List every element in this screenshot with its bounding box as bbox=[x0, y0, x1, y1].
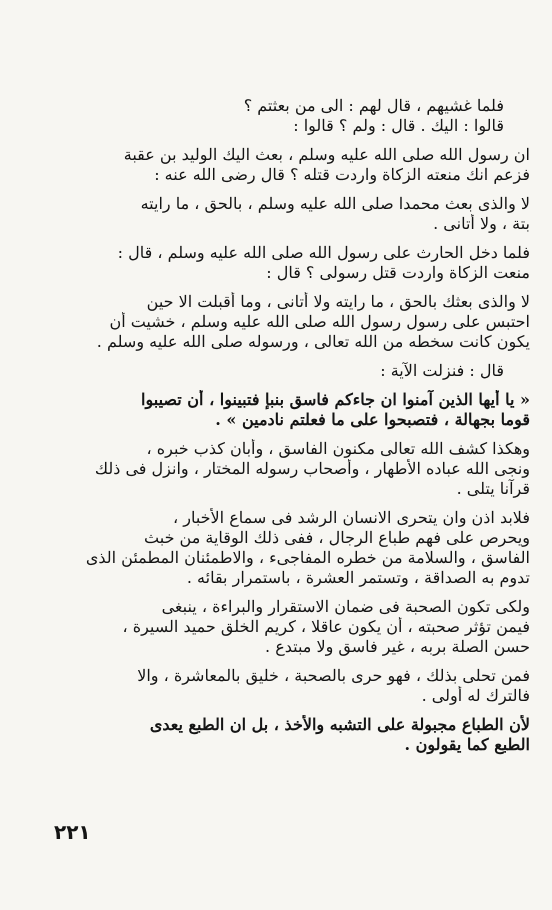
text-line: ان رسول الله صلى الله عليه وسلم ، بعث اليك الوليد بن عقبة bbox=[123, 145, 530, 164]
text-line: لا والذى بعثك بالحق ، ما رايته ولا أتانى ، وما أقبلت الا حين bbox=[146, 292, 530, 311]
text-line: فلابد اذن وان يتحرى الانسان الرشد فى سماع الأخبار ، bbox=[172, 508, 530, 527]
text-line: الطبع كما يقولون . bbox=[404, 735, 530, 754]
text-line: ونجى الله عباده الأطهار ، وأصحاب رسوله المختار ، وانزل فى ذلك bbox=[94, 459, 530, 478]
text-line: فالترك له أولى . bbox=[421, 686, 530, 705]
text-line: بتة ، ولا أتانى . bbox=[433, 214, 530, 233]
text-line: قوما بجهالة ، فتصبحوا على ما فعلتم نادمين » . bbox=[215, 410, 530, 429]
page-number: ٢٢١ bbox=[54, 820, 91, 844]
text-line: ويحرص على فهم طباع الرجال ، ففى ذلك الوقاية من خبث bbox=[144, 528, 530, 547]
text-line: قالوا : اليك . قال : ولم ؟ قالوا : bbox=[293, 116, 504, 135]
paragraph bbox=[30, 508, 530, 588]
paragraph bbox=[30, 439, 530, 499]
paragraph bbox=[30, 666, 530, 706]
text-line: حسن الصلة بربه ، غير فاسق ولا مبتدع . bbox=[265, 637, 530, 656]
text-line: قرآنا يتلى . bbox=[456, 479, 530, 498]
text-line: فلما غشيهم ، قال لهم : الى من بعثتم ؟ bbox=[243, 96, 504, 115]
text-line: الفاسق ، والسلامة من خطره المفاجىء ، والاطمئنان المطمئن الذى bbox=[85, 548, 530, 567]
text-line: يكون كانت سخطه من الله تعالى ، ورسوله صلى الله عليه وسلم . bbox=[96, 332, 530, 351]
paragraph bbox=[30, 292, 530, 352]
paragraph bbox=[30, 597, 530, 657]
text-line: ولكى تكون الصحبة فى ضمان الاستقرار والبراءة ، ينبغى bbox=[161, 597, 530, 616]
text-line: فزعم انك منعته الزكاة واردت قتله ؟ قال رضى الله عنه : bbox=[154, 165, 530, 184]
paragraph bbox=[30, 361, 530, 381]
text-line: منعت الزكاة واردت قتل رسولى ؟ قال : bbox=[266, 263, 530, 282]
text-line: لا والذى بعث محمدا صلى الله عليه وسلم ، بالحق ، ما رايته bbox=[140, 194, 530, 213]
text-line: تدوم به الصداقة ، وتستمر العشرة ، باستمرار بقائه . bbox=[186, 568, 530, 587]
page-text bbox=[30, 96, 530, 764]
text-line: فيمن تؤثر صحبته ، أن يكون عاقلا ، كريم الخلق حميد السيرة ، bbox=[122, 617, 530, 636]
paragraph bbox=[30, 715, 530, 755]
paragraph bbox=[30, 145, 530, 185]
text-line: فلما دخل الحارث على رسول الله صلى الله عليه وسلم ، قال : bbox=[117, 243, 530, 262]
text-line: لأن الطباع مجبولة على التشبه والأخذ ، بل ان الطبع يعدى bbox=[149, 715, 530, 734]
text-line: وهكذا كشف الله تعالى مكنون الفاسق ، وأبان كذب خبره ، bbox=[146, 439, 530, 458]
text-line: قال : فنزلت الآية : bbox=[380, 361, 504, 380]
paragraph bbox=[30, 96, 530, 136]
paragraph bbox=[30, 243, 530, 283]
text-line: فمن تحلى بذلك ، فهو حرى بالصحبة ، خليق بالمعاشرة ، والا bbox=[137, 666, 530, 685]
text-line: احتبس على رسول رسول الله صلى الله عليه وسلم ، خشيت أن bbox=[109, 312, 530, 331]
paragraph bbox=[30, 390, 530, 430]
paragraph bbox=[30, 194, 530, 234]
text-line: « يا أيها الذين آمنوا ان جاءكم فاسق بنبإ فتبينوا ، أن تصيبوا bbox=[141, 390, 530, 409]
